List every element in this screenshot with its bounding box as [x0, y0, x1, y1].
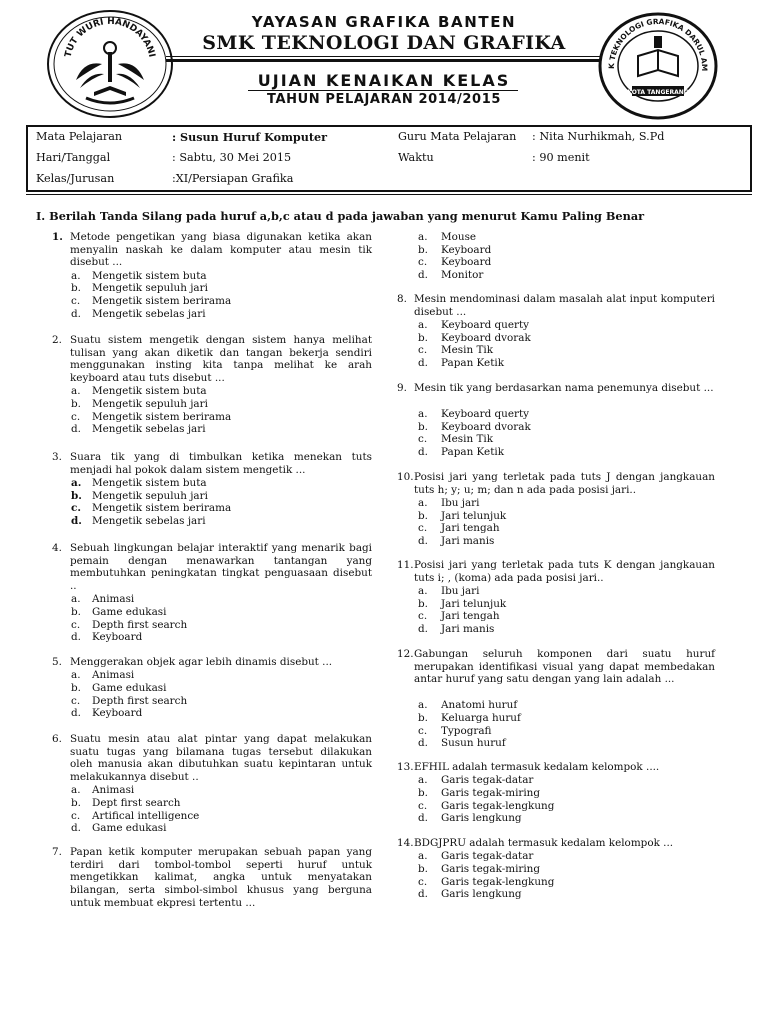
answer-option-d[interactable]: [418, 812, 661, 825]
answer-option-a[interactable]: [418, 850, 661, 863]
class-value: :XI/Persiapan Grafika: [172, 172, 294, 185]
answer-option-a[interactable]: [71, 784, 312, 797]
option-text: Jari manis: [441, 623, 495, 635]
answer-option-a[interactable]: [418, 699, 661, 712]
option-text: Jari tengah: [441, 522, 500, 535]
answer-option-b[interactable]: [418, 712, 661, 725]
option-text: Artifical intelligence: [92, 809, 200, 822]
answer-option-d[interactable]: [418, 269, 661, 282]
option-letter: a.: [418, 774, 428, 787]
option-letter: b.: [71, 398, 81, 410]
option-letter: b.: [418, 786, 428, 799]
question-text: Mesin mendominasi dalam masalah alat input komputeri disebut ...: [414, 293, 715, 318]
answer-option-b[interactable]: [418, 332, 661, 345]
answer-option-d[interactable]: [71, 423, 312, 436]
question-number: 4.: [52, 542, 62, 554]
date-label: Hari/Tanggal: [36, 151, 111, 164]
option-letter: d.: [418, 623, 428, 635]
option-text: Anatomi huruf: [441, 699, 518, 712]
option-letter: b.: [71, 681, 81, 694]
option-text: Keyboard dvorak: [441, 420, 531, 433]
subject-value: : Susun Huruf Komputer: [172, 130, 328, 144]
answer-option-d[interactable]: [418, 737, 661, 750]
option-text: Keyboard: [92, 631, 143, 644]
option-text: Keyboard querty: [441, 318, 530, 331]
option-text: Game edukasi: [92, 822, 167, 835]
date-value: : Sabtu, 30 Mei 2015: [172, 151, 292, 164]
option-text: Papan Ketik: [441, 357, 504, 369]
answer-option-b[interactable]: [418, 863, 661, 876]
option-letter: b.: [71, 797, 81, 809]
answer-option-c[interactable]: [418, 876, 661, 889]
option-letter: a.: [418, 231, 428, 243]
option-text: Mesin Tik: [441, 433, 493, 446]
option-text: Game edukasi: [92, 606, 167, 618]
option-text: Garis tegak-datar: [441, 774, 534, 787]
question-number: 13.: [397, 761, 414, 773]
answer-option-d[interactable]: [71, 308, 312, 321]
question-text: Gabungan seluruh komponen dari suatu huruf merupakan identifikasi visual yang dapat membedakan antar huruf yang satu dengan yang lain adalah ...: [414, 648, 715, 686]
question-number: 14.: [397, 837, 414, 849]
option-text: Monitor: [441, 269, 484, 282]
answer-option-b[interactable]: [418, 244, 661, 257]
class-label: Kelas/Jurusan: [36, 172, 115, 185]
answer-option-d[interactable]: [71, 631, 312, 644]
header-rule-thick: [166, 59, 600, 62]
answer-option-d[interactable]: [418, 357, 661, 370]
option-text: Animasi: [92, 784, 135, 797]
option-letter: d.: [71, 515, 82, 527]
option-letter: c.: [418, 256, 428, 269]
answer-option-d[interactable]: [418, 446, 661, 459]
option-letter: d.: [71, 423, 81, 436]
foundation-name: YAYASAN GRAFIKA BANTEN: [251, 13, 517, 31]
exam-title: UJIAN KENAIKAN KELAS: [257, 71, 511, 90]
option-text: Game edukasi: [92, 681, 167, 694]
option-text: Ibu jari: [441, 496, 480, 509]
subject-label: Mata Pelajaran: [36, 130, 123, 143]
question-text: EFHIL adalah termasuk kedalam kelompok ....: [414, 761, 660, 773]
option-text: Depth first search: [92, 694, 188, 707]
option-text: Mengetik sebelas jari: [92, 423, 206, 436]
logo-right-caption-bottom: KOTA TANGERANG: [627, 89, 689, 96]
option-letter: d.: [418, 269, 428, 282]
option-text: Mengetik sepuluh jari: [92, 489, 208, 502]
question-number: 1.: [52, 231, 63, 243]
option-letter: b.: [418, 331, 428, 344]
option-text: Animasi: [92, 669, 135, 682]
option-text: Mengetik sistem berirama: [92, 502, 232, 515]
answer-option-c[interactable]: [418, 433, 661, 446]
option-letter: a.: [71, 784, 81, 797]
answer-option-c[interactable]: [71, 695, 312, 708]
answer-option-c[interactable]: [418, 725, 661, 738]
question-text: Sebuah lingkungan belajar interaktif yang menarik bagi pemain dengan menawarkan tantangan yang membutuhkan peningkatan tingkat penguasaan disebut ..: [70, 542, 372, 593]
option-letter: d.: [418, 535, 428, 547]
answer-option-b[interactable]: [71, 490, 312, 503]
option-letter: a.: [418, 584, 428, 597]
question-number: 11.: [397, 559, 414, 571]
question-number: 6.: [52, 733, 62, 745]
time-label: Waktu: [398, 151, 434, 164]
option-text: Ibu jari: [441, 584, 480, 597]
answer-option-a[interactable]: [418, 319, 661, 332]
option-letter: c.: [418, 610, 428, 623]
option-letter: d.: [418, 737, 428, 750]
option-text: Mengetik sistem buta: [92, 269, 207, 282]
option-letter: b.: [418, 712, 428, 724]
option-letter: b.: [418, 243, 428, 256]
option-letter: d.: [71, 707, 81, 720]
question-number: 7.: [52, 846, 62, 858]
option-text: Mengetik sebelas jari: [92, 515, 206, 527]
answer-option-b[interactable]: [71, 282, 312, 295]
answer-option-a[interactable]: [418, 231, 661, 244]
answer-option-a[interactable]: [418, 497, 661, 510]
option-letter: c.: [71, 694, 81, 707]
option-text: Depth first search: [92, 618, 188, 631]
option-letter: c.: [71, 502, 81, 515]
option-text: Jari manis: [441, 535, 495, 547]
option-text: Keyboard dvorak: [441, 331, 531, 344]
option-text: Jari telunjuk: [441, 597, 507, 610]
question-number: 12.: [397, 648, 414, 660]
option-letter: a.: [418, 699, 428, 712]
question-text: Metode pengetikan yang biasa digunakan ketika akan menyalin naskah ke dalam komputer atau mesin tik disebut ...: [70, 231, 372, 269]
option-letter: a.: [71, 385, 81, 398]
answer-option-d[interactable]: [71, 822, 312, 835]
teacher-label: Guru Mata Pelajaran: [398, 130, 517, 143]
answer-option-d[interactable]: [418, 888, 661, 901]
answer-option-c[interactable]: [71, 810, 312, 823]
answer-option-a[interactable]: [418, 408, 661, 421]
question-text: BDGJPRU adalah termasuk kedalam kelompok ...: [414, 837, 674, 849]
option-text: Mengetik sistem buta: [92, 385, 207, 398]
school-name: SMK TEKNOLOGI DAN GRAFIKA: [202, 32, 566, 54]
question-number: 10.: [397, 471, 414, 483]
question-number: 3.: [52, 451, 62, 463]
option-letter: a.: [418, 496, 428, 509]
answer-option-a[interactable]: [71, 385, 312, 398]
answer-option-c[interactable]: [71, 411, 312, 424]
option-text: Mengetik sistem berirama: [92, 410, 232, 423]
option-text: Keyboard querty: [441, 407, 530, 420]
option-text: Mengetik sepuluh jari: [92, 282, 208, 295]
answer-option-c[interactable]: [418, 800, 661, 813]
answer-option-b[interactable]: [418, 787, 661, 800]
logo-left-caption: TUT WURI HANDAYANI: [63, 16, 157, 59]
option-text: Animasi: [92, 593, 135, 606]
question-text: Suatu mesin atau alat pintar yang dapat melakukan suatu tugas yang bilamana tugas tersebut dilakukan oleh manusia akan dibutuhkan suatu kepintaran untuk melakukannya disebut ..: [70, 733, 372, 784]
answer-option-a[interactable]: [418, 585, 661, 598]
answer-option-b[interactable]: [418, 510, 661, 523]
question-text: Mesin tik yang berdasarkan nama penemunya disebut ...: [414, 382, 714, 394]
answer-option-d[interactable]: [418, 535, 661, 548]
option-letter: d.: [418, 812, 428, 825]
option-text: Susun huruf: [441, 737, 506, 750]
answer-option-c[interactable]: [418, 522, 661, 535]
answer-option-b[interactable]: [71, 398, 312, 411]
option-text: Mengetik sistem buta: [92, 476, 207, 489]
header-rule-thin: [166, 56, 600, 57]
teacher-value: : Nita Nurhikmah, S.Pd: [532, 130, 665, 143]
option-letter: a.: [71, 269, 81, 282]
answer-option-d[interactable]: [71, 707, 312, 720]
option-letter: c.: [71, 809, 81, 822]
answer-option-a[interactable]: [71, 477, 312, 490]
question-text: Suatu sistem mengetik dengan sistem hanya melihat tulisan yang akan diketik dan tangan bekerja sendiri menggunakan insting kita tanpa melihat ke arah keyboard atau tuts disebut ...: [70, 334, 372, 385]
answer-option-a[interactable]: [71, 270, 312, 283]
answer-option-a[interactable]: [71, 593, 312, 606]
answer-option-d[interactable]: [418, 623, 661, 636]
option-letter: b.: [418, 420, 428, 433]
answer-option-c[interactable]: [71, 502, 312, 515]
option-letter: c.: [418, 875, 428, 888]
option-letter: d.: [418, 357, 428, 369]
option-letter: c.: [418, 522, 428, 535]
option-letter: c.: [71, 410, 81, 423]
question-text: Suara tik yang di timbulkan ketika menekan tuts menjadi hal pokok dalam sistem mengetik ...: [70, 451, 372, 476]
option-text: Jari telunjuk: [441, 509, 507, 522]
option-text: Papan Ketik: [441, 446, 504, 458]
answer-option-b[interactable]: [71, 797, 312, 810]
option-letter: d.: [418, 888, 428, 901]
option-letter: b.: [418, 509, 428, 522]
option-text: Keluarga huruf: [441, 712, 521, 724]
option-letter: a.: [71, 593, 81, 606]
answer-option-b[interactable]: [71, 606, 312, 619]
option-letter: c.: [418, 344, 428, 357]
option-letter: c.: [418, 433, 428, 446]
option-text: Garis tegak-lengkung: [441, 799, 555, 812]
option-letter: c.: [71, 295, 81, 307]
option-letter: b.: [71, 606, 81, 618]
option-letter: c.: [418, 724, 428, 737]
option-text: Keyboard: [92, 707, 143, 720]
question-text: Menggerakan objek agar lebih dinamis disebut ...: [70, 656, 333, 668]
option-text: Jari tengah: [441, 610, 500, 623]
answer-option-b[interactable]: [418, 421, 661, 434]
option-text: Keyboard: [441, 243, 492, 256]
question-number: 8.: [397, 293, 407, 305]
answer-option-c[interactable]: [418, 344, 661, 357]
answer-option-c[interactable]: [71, 619, 312, 632]
option-letter: b.: [71, 489, 82, 502]
logo-right-caption-top: K TEKNOLOGI GRAFIKA DARUL AM: [606, 16, 710, 72]
option-text: Keyboard: [441, 256, 492, 269]
option-letter: c.: [71, 618, 81, 631]
option-letter: d.: [418, 446, 428, 458]
option-text: Garis tegak-miring: [441, 786, 541, 799]
exam-title-underline: [248, 90, 518, 91]
option-text: Mesin Tik: [441, 344, 493, 357]
option-letter: b.: [418, 597, 428, 610]
option-letter: d.: [71, 631, 81, 644]
option-text: Typografi: [441, 724, 492, 737]
option-letter: d.: [71, 307, 81, 320]
option-text: Garis lengkung: [441, 888, 522, 901]
question-number: 2.: [52, 334, 62, 346]
answer-option-c[interactable]: [418, 256, 661, 269]
option-text: Dept first search: [92, 797, 181, 809]
question-number: 9.: [397, 382, 407, 394]
option-letter: d.: [71, 822, 81, 835]
answer-option-d[interactable]: [71, 515, 312, 528]
option-letter: b.: [71, 282, 81, 295]
option-text: Garis tegak-datar: [441, 850, 534, 863]
question-text: Posisi jari yang terletak pada tuts J dengan jangkauan tuts h; y; u; m; dan n ada pada posisi jari..: [414, 471, 715, 496]
option-letter: a.: [71, 669, 81, 682]
question-text: Posisi jari yang terletak pada tuts K dengan jangkauan tuts i; , (koma) ada pada posisi jari..: [414, 559, 715, 584]
option-text: Mengetik sepuluh jari: [92, 398, 208, 410]
academic-year: TAHUN PELAJARAN 2014/2015: [266, 92, 501, 107]
option-text: Garis tegak-lengkung: [441, 875, 555, 888]
answer-option-b[interactable]: [418, 598, 661, 611]
answer-option-a[interactable]: [418, 774, 661, 787]
question-number: 5.: [52, 656, 62, 668]
option-letter: a.: [71, 476, 82, 489]
option-text: Garis lengkung: [441, 812, 522, 825]
answer-option-c[interactable]: [418, 610, 661, 623]
question-text: Papan ketik komputer merupakan sebuah papan yang terdiri dari tombol-tombol seperti huruf untuk mengetikkan kalimat, angka untuk menyatakan bilangan, serta simbol-simbol khusus yang berguna untuk membuat ekpresi tertentu ...: [70, 846, 372, 909]
info-box-underline: [26, 194, 752, 195]
answer-option-a[interactable]: [71, 669, 312, 682]
option-letter: c.: [418, 799, 428, 812]
option-letter: a.: [418, 318, 428, 331]
option-letter: a.: [418, 850, 428, 863]
answer-option-c[interactable]: [71, 295, 312, 308]
option-text: Mengetik sistem berirama: [92, 295, 232, 307]
time-value: : 90 menit: [532, 151, 590, 164]
option-letter: a.: [418, 407, 428, 420]
section-heading: I. Berilah Tanda Silang pada huruf a,b,c atau d pada jawaban yang menurut Kamu Paling Benar: [36, 209, 645, 223]
option-letter: b.: [418, 862, 428, 875]
option-text: Garis tegak-miring: [441, 862, 541, 875]
option-text: Mouse: [441, 231, 477, 243]
answer-option-b[interactable]: [71, 682, 312, 695]
option-text: Mengetik sebelas jari: [92, 307, 206, 320]
